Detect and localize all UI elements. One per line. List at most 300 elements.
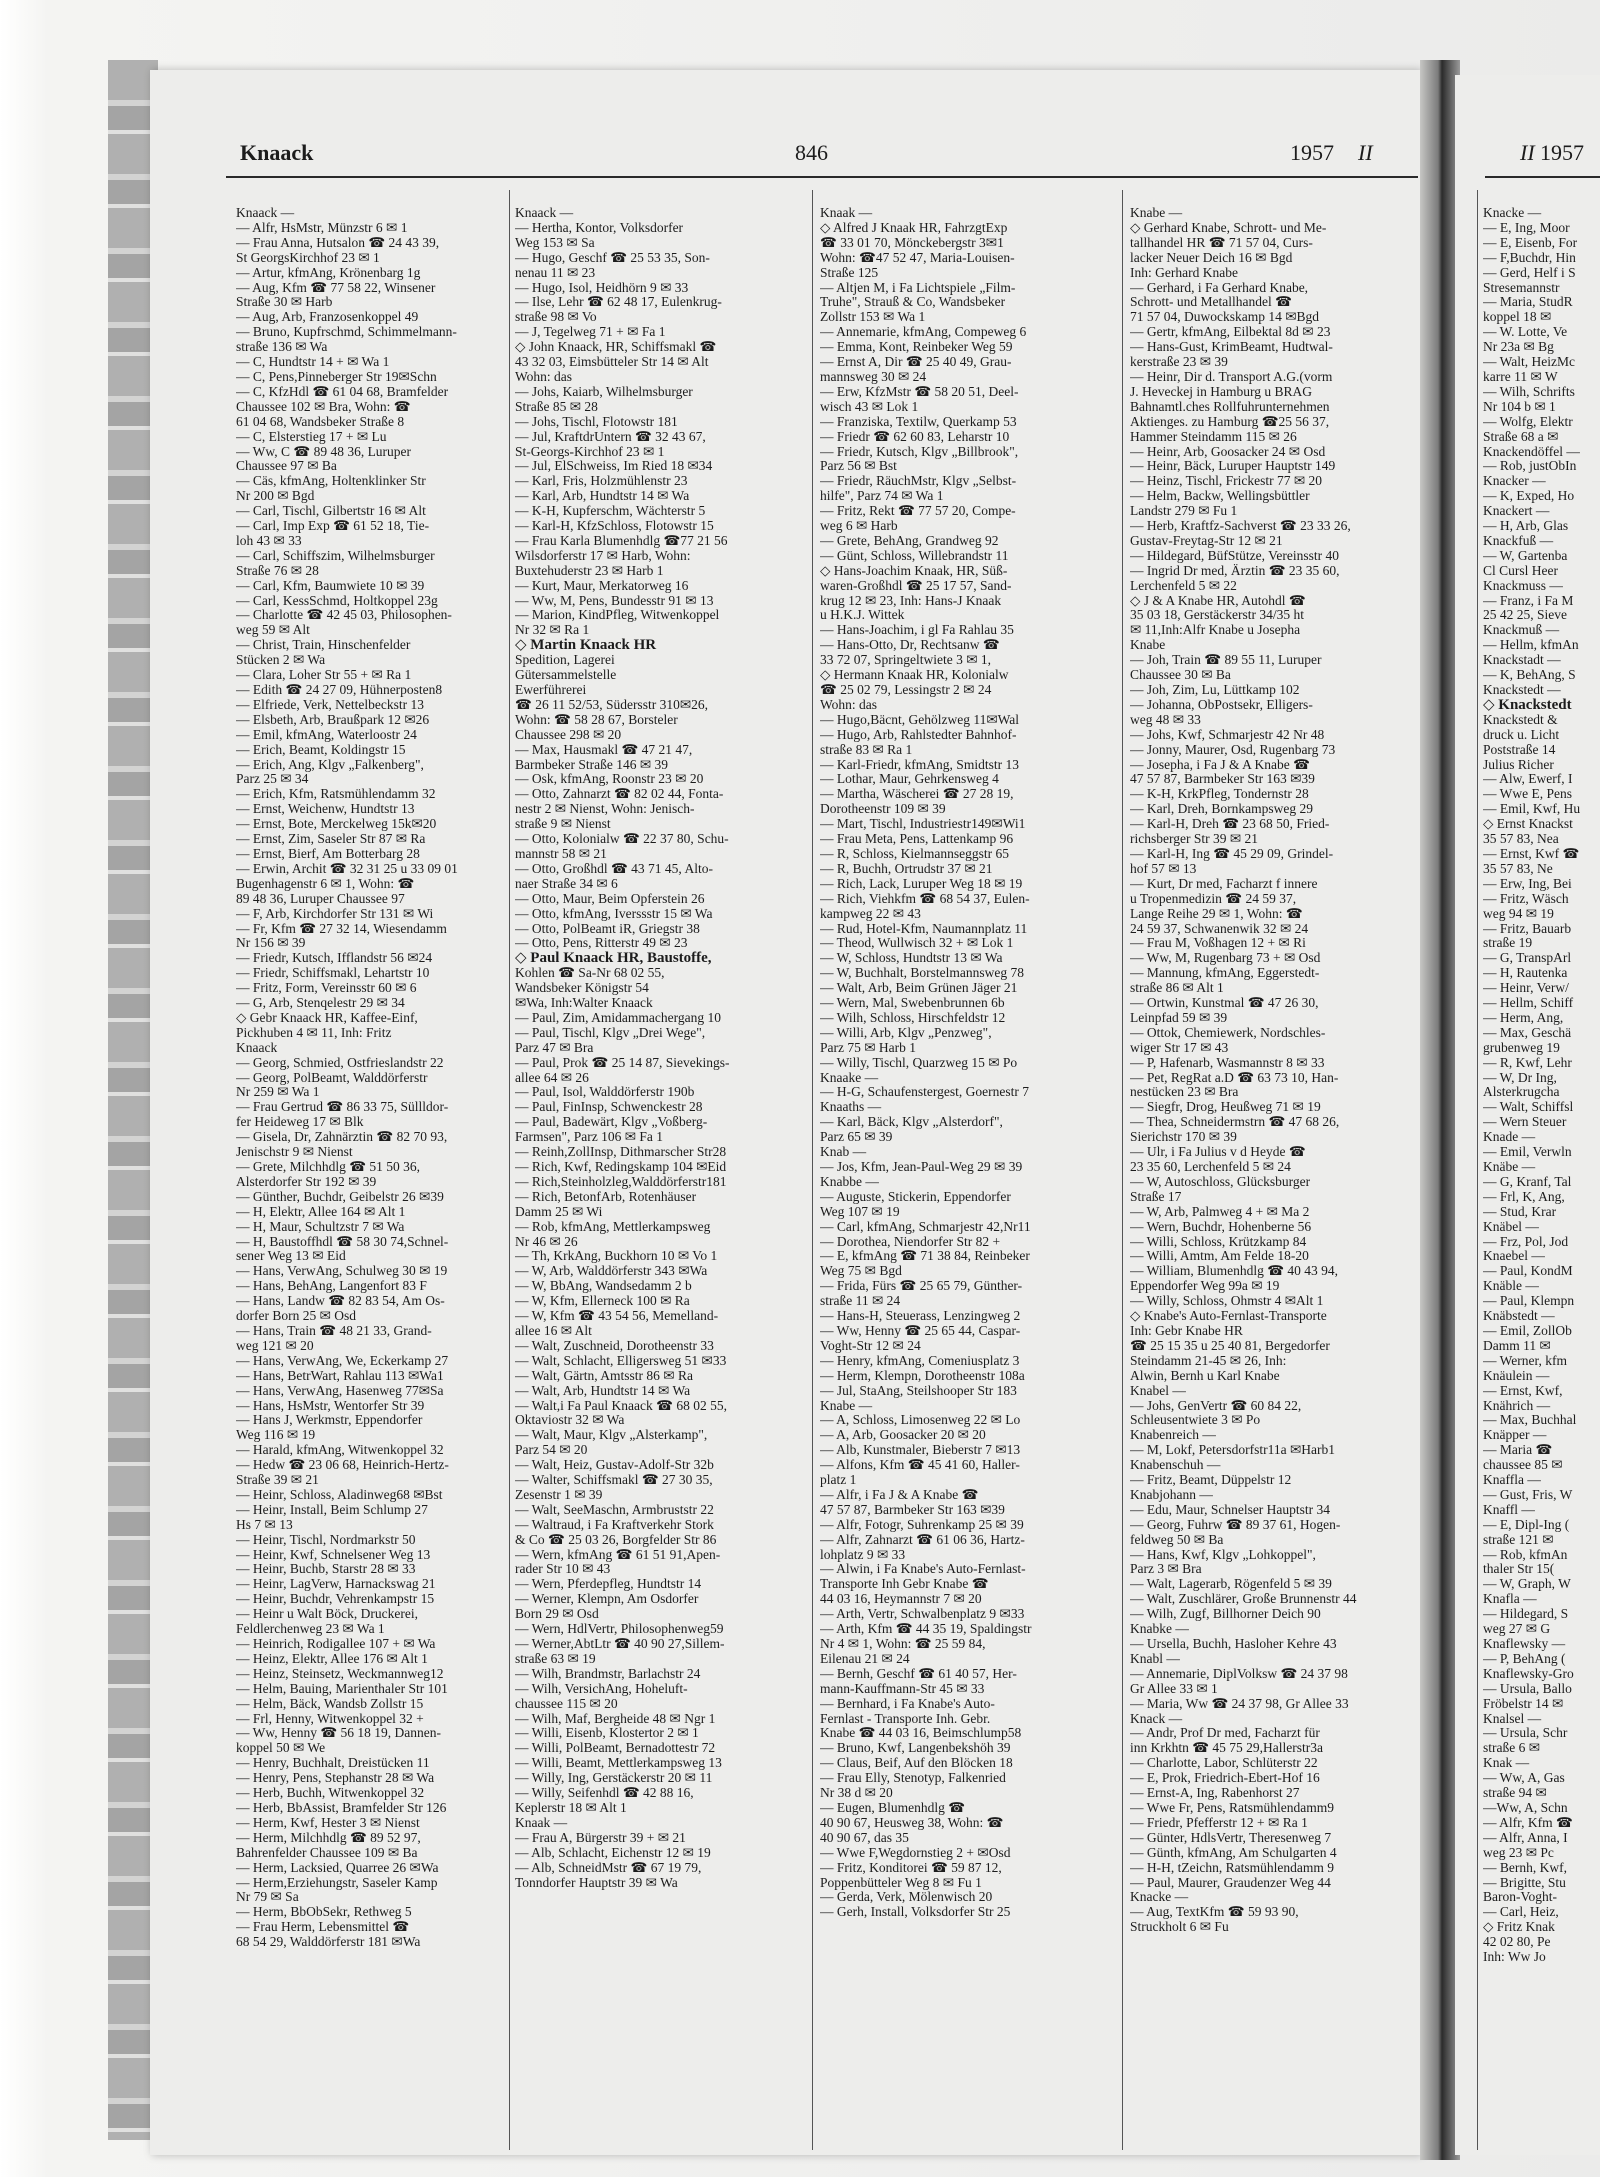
directory-entry-line: — Alfr, Zahnarzt ☎ 61 06 36, Hartz- — [820, 1532, 1025, 1547]
directory-entry-line: — Heinr u Walt Böck, Druckerei, — [236, 1607, 418, 1622]
directory-entry-line: Weg 75 ✉ Bgd — [820, 1264, 902, 1279]
directory-entry-line: fer Heideweg 17 ✉ Blk — [236, 1115, 364, 1130]
directory-entry-line: — Max, Geschä — [1483, 1025, 1572, 1040]
directory-entry-line: Inh: Gerhard Knabe — [1130, 265, 1238, 280]
directory-entry-line: 47 57 87, Barmbeker Str 163 ✉39 — [820, 1502, 1005, 1517]
directory-entry-line: weg 23 ✉ Pc — [1483, 1845, 1554, 1860]
directory-entry-line: — R, Schloss, Kielmannseggstr 65 — [820, 846, 1009, 861]
directory-entry-line: — Hellm, kfmAn — [1483, 638, 1579, 653]
directory-entry-line: Knabke — — [1130, 1622, 1189, 1637]
directory-entry-line: Pickhuben 4 ✉ 11, Inh: Fritz — [236, 1025, 392, 1040]
directory-entry-line: — Heinr, Tischl, Nordmarkstr 50 — [236, 1532, 416, 1547]
directory-entry-line: — W. Lotte, Ve — [1483, 325, 1568, 340]
directory-entry-line: — Carl, kfmAng, Schmarjestr 42,Nr11 — [820, 1219, 1031, 1234]
directory-entry-line: — Alfr, Anna, I — [1483, 1830, 1568, 1845]
page-header-name: Knaack — [240, 140, 314, 165]
directory-entry-line: Wohn: das — [820, 697, 878, 712]
directory-entry-line: — Jul, KraftdrUntern ☎ 32 43 67, — [515, 429, 706, 444]
directory-entry-line: Bahrenfelder Chaussee 109 ✉ Ba — [236, 1845, 418, 1860]
directory-entry-line: — Johs, Tischl, Flotowstr 181 — [515, 414, 678, 429]
directory-entry-line: — K-H, Kupferschm, Wächterstr 5 — [515, 504, 706, 519]
directory-entry-line: — E, Eisenb, For — [1483, 235, 1578, 250]
directory-entry-line: Knabe — — [820, 1398, 873, 1413]
directory-entry-line: Ewerführerei — [515, 683, 587, 697]
directory-entry-line: — Heinr, Kwf, Schnelsener Weg 13 — [236, 1547, 431, 1562]
directory-entry-line: weg 59 ✉ Alt — [236, 623, 310, 638]
directory-entry-line: — Heinr, Dir d. Transport A.G.(vorm — [1130, 369, 1333, 384]
directory-entry-line: — Edith ☎ 24 27 09, Hühnerposten8 — [236, 683, 443, 697]
directory-entry-line: — Marion, KindPfleg, Witwenkoppel — [515, 608, 720, 623]
directory-entry-line: — Heinr, Arb, Goosacker 24 ✉ Osd — [1130, 444, 1326, 459]
directory-entry-line: — Herb, BbAssist, Bramfelder Str 126 — [236, 1800, 447, 1815]
directory-entry-line: — Willy, Schloss, Ohmstr 4 ✉Alt 1 — [1130, 1294, 1324, 1309]
directory-entry-line: — Erich, Ang, Klgv „Falkenberg", — [236, 757, 424, 772]
directory-entry-line: 35 57 83, Nea — [1483, 832, 1559, 847]
directory-entry-line: — Herb, Kraftfz-Sachverst ☎ 23 33 26, — [1130, 519, 1351, 534]
directory-entry-line: — Ww, C ☎ 89 48 36, Luruper — [236, 444, 412, 459]
directory-entry-line: naer Straße 34 ✉ 6 — [515, 876, 618, 891]
directory-entry-line: — Walt, Schlacht, Elligersweg 51 ✉33 — [515, 1353, 727, 1368]
directory-entry-line: — Herm, Kwf, Hester 3 ✉ Nienst — [236, 1815, 420, 1830]
directory-entry-line: Damm 25 ✉ Wi — [515, 1204, 603, 1219]
directory-entry-line: — Carl, KessSchmd, Holtkoppel 23g — [236, 593, 438, 608]
directory-entry-line: Wohn: das — [515, 369, 573, 384]
directory-entry-line: 35 03 18, Gerstäckerstr 34/35 ht — [1130, 608, 1304, 623]
directory-entry-line: — E, Ing, Moor — [1483, 220, 1570, 235]
directory-entry-line: — Thea, Schneidermstrn ☎ 47 68 26, — [1130, 1115, 1340, 1130]
directory-entry-line: ◇ J & A Knabe HR, Autohdl ☎ — [1130, 593, 1306, 608]
directory-entry-line: koppel 50 ✉ We — [236, 1741, 326, 1756]
directory-entry-line: — Georg, PolBeamt, Walddörferstr — [236, 1070, 428, 1085]
directory-entry-line: Chaussee 30 ✉ Ba — [1130, 668, 1231, 683]
directory-entry-line: wisch 43 ✉ Lok 1 — [820, 399, 919, 414]
directory-entry-line: Wandsbeker Königstr 54 — [515, 981, 649, 996]
directory-entry-line: — P, Hafenarb, Wasmannstr 8 ✉ 33 — [1130, 1055, 1325, 1070]
directory-entry-line: — G, Kranf, Tal — [1483, 1174, 1572, 1189]
directory-entry-line: Knackstedt — — [1483, 683, 1561, 697]
directory-entry-line: — Alfr, Fotogr, Suhrenkamp 25 ✉ 39 — [820, 1517, 1024, 1532]
directory-column-3 — [820, 206, 1110, 2146]
directory-entry-line: — F, Arb, Kirchdorfer Str 131 ✉ Wi — [236, 906, 434, 921]
directory-entry-line: — Fritz, Konditorei ☎ 59 87 12, — [820, 1860, 1002, 1875]
directory-entry-line: — Walt,i Fa Paul Knaack ☎ 68 02 55, — [515, 1398, 727, 1413]
directory-entry-line: Bahnamtl.ches Rollfuhrunternehmen — [1130, 399, 1330, 414]
directory-entry-line: — Reinh,ZollInsp, Dithmarscher Str28 — [515, 1145, 727, 1160]
directory-entry-line: — Ursula, Schr — [1483, 1726, 1568, 1741]
directory-entry-line: — Gerhard, i Fa Gerhard Knabe, — [1130, 280, 1309, 295]
directory-entry-line: straße 9 ✉ Nienst — [515, 817, 611, 832]
directory-entry-line: — Heinr, LagVerw, Harnackswag 21 — [236, 1577, 436, 1592]
directory-entry-line: — Helm, Bauing, Marienthaler Str 101 — [236, 1681, 448, 1696]
directory-entry-line: chaussee 85 ✉ — [1483, 1458, 1563, 1473]
directory-entry-line: — Ilse, Lehr ☎ 62 48 17, Eulenkrug- — [515, 295, 722, 310]
directory-entry-line: — Otto, Großhdl ☎ 43 71 45, Alto- — [515, 861, 713, 876]
directory-entry-line: — Emil, Verwln — [1483, 1145, 1572, 1160]
directory-entry-line: — Frau Meta, Pens, Lattenkamp 96 — [820, 832, 1014, 847]
directory-entry-line: — Franz, i Fa M — [1483, 593, 1574, 608]
directory-entry-line: Knaack — [236, 1040, 278, 1055]
directory-entry-line: — Rich, Lack, Luruper Weg 18 ✉ 19 — [820, 876, 1023, 891]
directory-entry-line: koppel 18 ✉ — [1483, 310, 1552, 325]
directory-entry-line: Kohlen ☎ Sa-Nr 68 02 55, — [515, 966, 665, 981]
directory-entry-line: — Carl, Schiffszim, Wilhelmsburger — [236, 548, 435, 563]
directory-entry-line: — W, BbAng, Wandsedamm 2 b — [515, 1279, 692, 1294]
directory-entry-line: Farmsen", Parz 106 ✉ Fa 1 — [515, 1130, 664, 1145]
directory-entry-line: straße 83 ✉ Ra 1 — [820, 742, 913, 757]
directory-entry-line: Baron-Voght- — [1483, 1890, 1557, 1905]
directory-entry-line: lohplatz 9 ✉ 33 — [820, 1547, 906, 1562]
directory-entry-line: Nr 4 ✉ 1, Wohn: ☎ 25 59 84, — [820, 1637, 986, 1651]
directory-entry-line: — Erw, Ing, Bei — [1483, 876, 1572, 891]
directory-entry-line: — Paul, Badewärt, Klgv „Voßberg- — [515, 1115, 708, 1130]
directory-entry-line: — E, kfmAng ☎ 71 38 84, Reinbeker — [820, 1249, 1030, 1264]
directory-entry-line: — Günter, HdlsVertr, Theresenweg 7 — [1130, 1830, 1332, 1845]
directory-entry-line: druck u. Licht — [1483, 727, 1560, 742]
directory-entry-line: 23 35 60, Lerchenfeld 5 ✉ 24 — [1130, 1160, 1291, 1174]
directory-entry-line: — Heinr, Install, Beim Schlump 27 — [236, 1502, 428, 1517]
directory-entry-line: feldweg 50 ✉ Ba — [1130, 1532, 1224, 1547]
directory-entry-line: — Herm, Klempn, Dorotheenstr 108a — [820, 1368, 1025, 1383]
directory-entry-line: — Artur, kfmAng, Krönenbarg 1g — [236, 265, 421, 280]
directory-entry-line: — Fritz, Bauarb — [1483, 921, 1572, 936]
directory-entry-line: — Karl-H, Ing ☎ 45 29 09, Grindel- — [1130, 846, 1334, 861]
directory-entry-line: — Ernst A, Dir ☎ 25 40 49, Grau- — [820, 355, 1012, 370]
directory-entry-line: Gütersammelstelle — [515, 668, 617, 683]
directory-entry-line: — Walt, Gärtn, Amtsstr 86 ✉ Ra — [515, 1368, 693, 1383]
directory-entry-line: Voght-Str 12 ✉ 24 — [820, 1338, 921, 1353]
directory-entry-line: — Karl-H, KfzSchloss, Flotowstr 15 — [515, 519, 714, 534]
directory-entry-line: — Karl, Dreh, Bornkampsweg 29 — [1130, 802, 1313, 817]
directory-entry-line: — Walt, Heiz, Gustav-Adolf-Str 32b — [515, 1458, 714, 1473]
directory-entry-line: — Helm, Bäck, Wandsb Zollstr 15 — [236, 1696, 424, 1711]
directory-entry-line: — C, Hundtstr 14 + ✉ Wa 1 — [236, 355, 390, 370]
directory-entry-line: straße 86 ✉ Alt 1 — [1130, 981, 1224, 996]
directory-entry-line: — Gertr, kfmAng, Eilbektal 8d ✉ 23 — [1130, 325, 1331, 340]
directory-entry-line: — Frau A, Bürgerstr 39 + ✉ 21 — [515, 1830, 686, 1845]
directory-entry-line: — Gust, Fris, W — [1483, 1487, 1573, 1502]
directory-entry-line: tallhandel HR ☎ 71 57 04, Curs- — [1130, 235, 1313, 250]
directory-entry-line: — A, Schloss, Limosenweg 22 ✉ Lo — [820, 1413, 1021, 1428]
directory-entry-line: — Rob, kfmAn — [1483, 1547, 1568, 1562]
directory-entry-line: — Alb, Schlacht, Eichenstr 12 ✉ 19 — [515, 1845, 711, 1860]
directory-entry-line: — Wolfg, Elektr — [1483, 414, 1573, 429]
directory-entry-line: Knaflewsky-Gro — [1483, 1666, 1574, 1681]
directory-entry-line: — Aug, Arb, Franzosenkoppel 49 — [236, 310, 419, 325]
directory-entry-line: Inh: Ww Jo — [1483, 1950, 1546, 1965]
directory-entry-line: — Ernst, Bierf, Am Botterbarg 28 — [236, 846, 420, 861]
directory-entry-line: — Paul, KondM — [1483, 1264, 1573, 1279]
directory-entry-line: — Ernst-A, Ing, Rabenhorst 27 — [1130, 1786, 1300, 1801]
directory-entry-line: — Grete, BehAng, Grandweg 92 — [820, 533, 999, 548]
directory-entry-line: Weg 153 ✉ Sa — [515, 235, 595, 250]
directory-entry-line: — P, BehAng ( — [1483, 1651, 1566, 1666]
directory-entry-line: — Hugo, Arb, Rahlstedter Bahnhof- — [820, 727, 1017, 742]
directory-entry-line: — Herb, Buchh, Witwenkoppel 32 — [236, 1786, 425, 1801]
directory-entry-line: straße 94 ✉ — [1483, 1786, 1547, 1801]
directory-entry-line: karre 11 ✉ W — [1483, 369, 1558, 384]
directory-entry-line: — Max, Buchhal — [1483, 1413, 1577, 1428]
directory-entry-line: — Heinz, Tischl, Frickestr 77 ✉ 20 — [1130, 474, 1323, 489]
directory-entry-line: — Herm, Milchhdlg ☎ 89 52 97, — [236, 1830, 421, 1845]
directory-entry-line: 61 04 68, Wandsbeker Straße 8 — [236, 414, 405, 429]
directory-entry-line: — Helm, Backw, Wellingsbüttler — [1130, 489, 1310, 504]
directory-entry-line: — H-G, Schaufenstergest, Goernestr 7 — [820, 1085, 1029, 1100]
directory-entry-line: platz 1 — [820, 1473, 857, 1488]
directory-entry-line: dorfer Born 25 ✉ Osd — [236, 1309, 357, 1324]
directory-entry-line: Wohn: ☎47 52 47, Maria-Louisen- — [820, 250, 1015, 265]
directory-entry-line: — Harald, kfmAng, Witwenkoppel 32 — [236, 1443, 444, 1458]
directory-entry-line: — Heinr, Schloss, Aladinweg68 ✉Bst — [236, 1487, 443, 1502]
directory-entry-line: — Lothar, Maur, Gehrkensweg 4 — [820, 772, 999, 787]
directory-entry-line: Oktaviostr 32 ✉ Wa — [515, 1413, 625, 1428]
directory-entry-line: — Johs, Kaiarb, Wilhelmsburger — [515, 384, 693, 399]
directory-entry-line: — Emil, Kwf, Hu — [1483, 802, 1581, 817]
directory-entry-line: Nr 259 ✉ Wa 1 — [236, 1085, 320, 1100]
directory-entry-line: Knacke — — [1130, 1890, 1189, 1905]
directory-entry-line: — Frau Herm, Lebensmittel ☎ — [236, 1920, 410, 1935]
directory-entry-line: — Wern, Pferdepfleg, Hundtstr 14 — [515, 1577, 702, 1592]
directory-entry-line: Knährich — — [1483, 1398, 1551, 1413]
directory-entry-line: — Maria, Ww ☎ 24 37 98, Gr Allee 33 — [1130, 1696, 1349, 1711]
directory-entry-line: Knabjohann — — [1130, 1487, 1213, 1502]
book-gutter — [1420, 60, 1460, 2160]
directory-entry-line: — Wern, Buchdr, Hohenberne 56 — [1130, 1219, 1312, 1234]
directory-entry-line: — Ernst, Weichenw, Hundtstr 13 — [236, 802, 415, 817]
directory-entry-line: Nr 104 b ✉ 1 — [1483, 399, 1556, 414]
directory-entry-line: 24 59 37, Schwanenwik 32 ✉ 24 — [1130, 921, 1309, 936]
directory-entry-line: Knackmuss — — [1483, 578, 1563, 593]
directory-entry-line: — W, Graph, W — [1483, 1577, 1571, 1592]
directory-entry-line: Knäble — — [1483, 1279, 1539, 1294]
directory-entry-line: Gustav-Freytag-Str 12 ✉ 21 — [1130, 533, 1283, 548]
directory-entry-line: — Paul, Klempn — [1483, 1294, 1575, 1309]
directory-entry-line: — Frau M, Voßhagen 12 + ✉ Ri — [1130, 936, 1306, 951]
directory-entry-line: — Gerd, Helf i S — [1483, 265, 1576, 280]
directory-entry-line: Knaffla — — [1483, 1473, 1541, 1488]
directory-entry-line: — Martha, Wäscherei ☎ 27 28 19, — [820, 787, 1014, 802]
directory-entry-line: — Henry, kfmAng, Comeniusplatz 3 — [820, 1353, 1020, 1368]
directory-entry-line: — Hans, Train ☎ 48 21 33, Grand- — [236, 1323, 432, 1338]
directory-entry-line: — Th, KrkAng, Buckhorn 10 ✉ Vo 1 — [515, 1249, 718, 1264]
directory-entry-line: Nr 156 ✉ 39 — [236, 936, 306, 951]
directory-entry-line: — Willi, Amtm, Am Felde 18-20 — [1130, 1249, 1309, 1264]
directory-entry-line: ◇ Ernst Knackst — [1483, 817, 1573, 832]
directory-entry-line: — Rud, Hotel-Kfm, Naumannplatz 11 — [820, 921, 1028, 936]
directory-entry-line: — Alfr, HsMstr, Münzstr 6 ✉ 1 — [236, 220, 408, 235]
directory-entry-line: — Frl, K, Ang, — [1483, 1189, 1565, 1204]
directory-entry-line: Aktienges. zu Hamburg ☎25 56 37, — [1130, 414, 1330, 429]
directory-entry-line: Landstr 279 ✉ Fu 1 — [1130, 504, 1238, 519]
directory-entry-line: Chaussee 97 ✉ Ba — [236, 459, 337, 474]
directory-entry-line: richsberger Str 39 ✉ 21 — [1130, 832, 1259, 847]
directory-entry-line: — Gerh, Install, Volksdorfer Str 25 — [820, 1905, 1011, 1920]
directory-entry-line: — Werner, Klempn, Am Osdorfer — [515, 1592, 699, 1607]
directory-entry-line: — Andr, Prof Dr med, Facharzt für — [1130, 1726, 1320, 1741]
directory-entry-line: Parz 75 ✉ Harb 1 — [820, 1040, 917, 1055]
directory-entry-line: St GeorgsKirchhof 23 ✉ 1 — [236, 250, 380, 265]
directory-entry-line: rader Str 10 ✉ 43 — [515, 1562, 611, 1577]
directory-entry-line: Knak — — [1483, 1756, 1530, 1771]
directory-entry-line: — Hans, BetrWart, Rahlau 113 ✉Wa1 — [236, 1368, 444, 1383]
directory-entry-line: Knabbe — — [820, 1174, 879, 1189]
directory-entry-line: — R, Buchh, Ortrudstr 37 ✉ 21 — [820, 861, 993, 876]
directory-entry-line: Barmbeker Straße 146 ✉ 39 — [515, 757, 669, 772]
directory-entry-line: Knacke — — [1483, 206, 1542, 220]
directory-entry-line: — Erwin, Archit ☎ 32 31 25 u 33 09 01 — [236, 861, 458, 876]
directory-entry-line: — Wwe F,Wegdornstieg 2 + ✉Osd — [820, 1845, 1011, 1860]
directory-entry-line: Straße 76 ✉ 28 — [236, 563, 319, 578]
directory-entry-line: hof 57 ✉ 13 — [1130, 861, 1197, 876]
directory-entry-line: — Ortwin, Kunstmal ☎ 47 26 30, — [1130, 996, 1319, 1011]
directory-column-5 — [1483, 206, 1600, 2146]
directory-entry-line: — C, Elsterstieg 17 + ✉ Lu — [236, 429, 387, 444]
directory-entry-line: —Ww, A, Schn — [1483, 1800, 1568, 1815]
directory-entry-line: — Aug, TextKfm ☎ 59 93 90, — [1130, 1905, 1299, 1920]
directory-entry-line: ◇ Gebr Knaack HR, Kaffee-Einf, — [236, 1010, 418, 1025]
directory-entry-line: — Waltraud, i Fa Kraftverkehr Stork — [515, 1517, 714, 1532]
directory-entry-line: — K-H, KrkPfleg, Tondernstr 28 — [1130, 787, 1309, 802]
directory-entry-line: — Frau Gertrud ☎ 86 33 75, Süllldor- — [236, 1100, 449, 1115]
directory-entry-line: Lange Reihe 29 ✉ 1, Wohn: ☎ — [1130, 906, 1303, 921]
directory-entry-line: — Alwin, i Fa Knabe's Auto-Fernlast- — [820, 1562, 1026, 1577]
directory-entry-line: — E, Prok, Friedrich-Ebert-Hof 16 — [1130, 1771, 1320, 1786]
directory-entry-line: Knackstadt — — [1483, 653, 1561, 668]
directory-entry-line: Straße 30 ✉ Harb — [236, 295, 333, 310]
directory-entry-line: — R, Kwf, Lehr — [1483, 1055, 1572, 1070]
directory-entry-line: — Wern, Mal, Swebenbrunnen 6b — [820, 996, 1005, 1011]
directory-entry-line: ◇ John Knaack, HR, Schiffsmakl ☎ — [515, 340, 717, 355]
directory-entry-line: — W, Dr Ing, — [1483, 1070, 1557, 1085]
directory-entry-line: — Carl, Heiz, — [1483, 1905, 1559, 1920]
directory-entry-line: Knaak — — [515, 1815, 568, 1830]
directory-entry-line: — Walt, Zuschlärer, Große Brunnenstr 44 — [1130, 1592, 1357, 1607]
directory-entry-line: — Paul, Isol, Walddörferstr 190b — [515, 1085, 695, 1100]
directory-entry-line: — Pet, RegRat a.D ☎ 63 73 10, Han- — [1130, 1070, 1339, 1085]
directory-entry-line: — Gerda, Verk, Mölenwisch 20 — [820, 1890, 993, 1905]
directory-entry-line: loh 43 ✉ 33 — [236, 533, 302, 548]
directory-entry-line: — Emma, Kont, Reinbeker Weg 59 — [820, 340, 1013, 355]
directory-entry-line: Knabe — — [1130, 206, 1183, 220]
directory-entry-line: — Erich, Beamt, Koldingstr 15 — [236, 742, 406, 757]
directory-entry-line: — W, Kfm, Ellerneck 100 ✉ Ra — [515, 1294, 690, 1309]
directory-entry-line: — Willy, Tischl, Quarzweg 15 ✉ Po — [820, 1055, 1018, 1070]
directory-entry-line: — Frida, Fürs ☎ 25 65 79, Günther- — [820, 1279, 1023, 1294]
directory-entry-line: — Wilh, Schrifts — [1483, 384, 1575, 399]
directory-entry-line: nestücken 23 ✉ Bra — [1130, 1085, 1239, 1100]
directory-entry-line: Schrott- und Metallhandel ☎ — [1130, 295, 1292, 310]
directory-entry-line: Straße 39 ✉ 21 — [236, 1473, 319, 1488]
directory-entry-line: Knacker — — [1483, 474, 1546, 489]
directory-entry-line: — Rich, BetonfArb, Rotenhäuser — [515, 1189, 697, 1204]
directory-entry-line: Lerchenfeld 5 ✉ 22 — [1130, 578, 1237, 593]
directory-entry-line: — Willi, Beamt, Mettlerkampsweg 13 — [515, 1756, 722, 1771]
directory-entry-line: — Heinr, Buchdr, Vehrenkampstr 15 — [236, 1592, 435, 1607]
directory-entry-line: — Annemarie, DiplVolksw ☎ 24 37 98 — [1130, 1666, 1348, 1681]
directory-entry-line: — H-H, tZeichn, Ratsmühlendamm 9 — [1130, 1860, 1334, 1875]
directory-entry-line: — Rob, justObIn — [1483, 459, 1577, 474]
directory-entry-line: Knabel — — [1130, 1383, 1186, 1398]
directory-entry-line: — Johs, GenVertr ☎ 60 84 22, — [1130, 1398, 1302, 1413]
directory-entry-line: ◇ Martin Knaack HR — [515, 638, 657, 654]
directory-entry-line: — Willy, Ing, Gerstäckerstr 20 ✉ 11 — [515, 1771, 713, 1786]
directory-entry-line: straße 63 ✉ 19 — [515, 1651, 596, 1666]
directory-entry-line: — Frau Elly, Stenotyp, Falkenried — [820, 1771, 1006, 1786]
directory-entry-line: — Otto, PolBeamt iR, Griegstr 38 — [515, 921, 700, 936]
directory-entry-line: — Ernst, Kwf, — [1483, 1383, 1563, 1398]
directory-entry-line: — E, Dipl-Ing ( — [1483, 1517, 1570, 1532]
directory-entry-line: — Werner,AbtLtr ☎ 40 90 27,Sillem- — [515, 1637, 725, 1651]
directory-entry-line: Stresemannstr — [1483, 280, 1560, 295]
directory-entry-line: — Jul, ElSchweiss, Im Ried 18 ✉34 — [515, 459, 713, 474]
directory-entry-line: — Willi, Schloss, Krützkamp 84 — [1130, 1234, 1307, 1249]
directory-entry-line: Wohn: ☎ 58 28 67, Borsteler — [515, 712, 678, 727]
directory-entry-line: Knäpper — — [1483, 1428, 1547, 1443]
directory-entry-line: — Rich, Viehkfm ☎ 68 54 37, Eulen- — [820, 891, 1030, 906]
directory-entry-line: 40 90 67, das 35 — [820, 1830, 909, 1845]
directory-entry-line: mannstr 58 ✉ 21 — [515, 846, 607, 861]
directory-entry-line: — Joh, Train ☎ 89 55 11, Luruper — [1130, 653, 1322, 668]
directory-entry-line: — Friedr, Kutsch, Ifflandstr 56 ✉24 — [236, 951, 433, 966]
directory-entry-line: Eilenau 21 ✉ 24 — [820, 1651, 910, 1666]
directory-entry-line: — Jonny, Maurer, Osd, Rugenbarg 73 — [1130, 742, 1336, 757]
directory-entry-line: 89 48 36, Luruper Chaussee 97 — [236, 891, 405, 906]
directory-entry-line: Wilsdorferstr 17 ✉ Harb, Wohn: — [515, 548, 691, 563]
directory-entry-line: straße 98 ✉ Vo — [515, 310, 597, 325]
directory-entry-line: Knäbe — — [1483, 1160, 1536, 1174]
directory-entry-line: Parz 54 ✉ 20 — [515, 1443, 588, 1458]
directory-entry-line: — Karl, Bäck, Klgv „Alsterdorf", — [820, 1115, 1003, 1130]
directory-entry-line: — Hans, Landw ☎ 82 83 54, Am Os- — [236, 1294, 445, 1309]
directory-entry-line: 40 90 67, Heusweg 38, Wohn: ☎ — [820, 1815, 1004, 1830]
directory-entry-line: — Wilh, VersichAng, Hoheluft- — [515, 1681, 688, 1696]
directory-entry-line: allee 64 ✉ 26 — [515, 1070, 589, 1085]
directory-entry-line: 43 32 03, Eimsbütteler Str 14 ✉ Alt — [515, 355, 709, 370]
directory-entry-line: — Willi, Eisenb, Klostertor 2 ✉ 1 — [515, 1726, 699, 1741]
directory-entry-line: — Karl, Fris, Holzmühlenstr 23 — [515, 474, 688, 489]
directory-entry-line: krug 12 ✉ 23, Inh: Hans-J Knaak — [820, 593, 1002, 608]
directory-entry-line: Damm 11 ✉ — [1483, 1338, 1551, 1353]
directory-entry-line: — Wern Steuer — [1483, 1115, 1567, 1130]
directory-entry-line: — C, Pens,Pinneberger Str 19✉Schn — [236, 369, 437, 384]
directory-entry-line: Parz 25 ✉ 34 — [236, 772, 309, 787]
directory-entry-line: thaler Str 15( — [1483, 1562, 1555, 1577]
directory-entry-line: Knackendöffel — — [1483, 444, 1580, 459]
column-divider — [1122, 190, 1123, 2150]
directory-entry-line: Straße 125 — [820, 265, 879, 280]
directory-entry-line: Alwin, Bernh u Karl Knabe — [1130, 1368, 1280, 1383]
directory-entry-line: — Werner, kfm — [1483, 1353, 1567, 1368]
directory-entry-line: — Herm, Ang, — [1483, 1010, 1564, 1025]
directory-entry-line: — Friedr, Kutsch, Klgv „Billbrook", — [820, 444, 1019, 459]
directory-entry-line: wiger Str 17 ✉ 43 — [1130, 1040, 1229, 1055]
directory-entry-line: ☎ 25 02 79, Lessingstr 2 ✉ 24 — [820, 683, 992, 697]
directory-entry-line: chaussee 115 ✉ 20 — [515, 1696, 618, 1711]
directory-entry-line: — Hans-Gust, KrimBeamt, Hudtwal- — [1130, 340, 1333, 355]
directory-entry-line: — Herm, Lacksied, Quarree 26 ✉Wa — [236, 1860, 439, 1875]
directory-entry-line: Jenischstr 9 ✉ Nienst — [236, 1145, 353, 1160]
directory-entry-line: — W, Gartenba — [1483, 548, 1568, 563]
directory-entry-line: — Fritz, Form, Vereinsstr 60 ✉ 6 — [236, 981, 417, 996]
page-year: 1957 — [1290, 140, 1334, 165]
directory-entry-line: — Walter, Schiffsmakl ☎ 27 30 35, — [515, 1473, 713, 1488]
directory-entry-line: Knack — — [1130, 1711, 1183, 1726]
directory-entry-line: — Ernst, Bote, Merckelweg 15k✉20 — [236, 817, 437, 832]
directory-entry-line: — Heinr, Buchb, Starstr 28 ✉ 33 — [236, 1562, 416, 1577]
directory-entry-line: Buxtehuderstr 23 ✉ Harb 1 — [515, 563, 664, 578]
directory-column-4 — [1130, 206, 1400, 2146]
directory-entry-line: ◇ Knackstedt — [1483, 697, 1572, 713]
directory-entry-line: — Frau Anna, Hutsalon ☎ 24 43 39, — [236, 235, 440, 250]
